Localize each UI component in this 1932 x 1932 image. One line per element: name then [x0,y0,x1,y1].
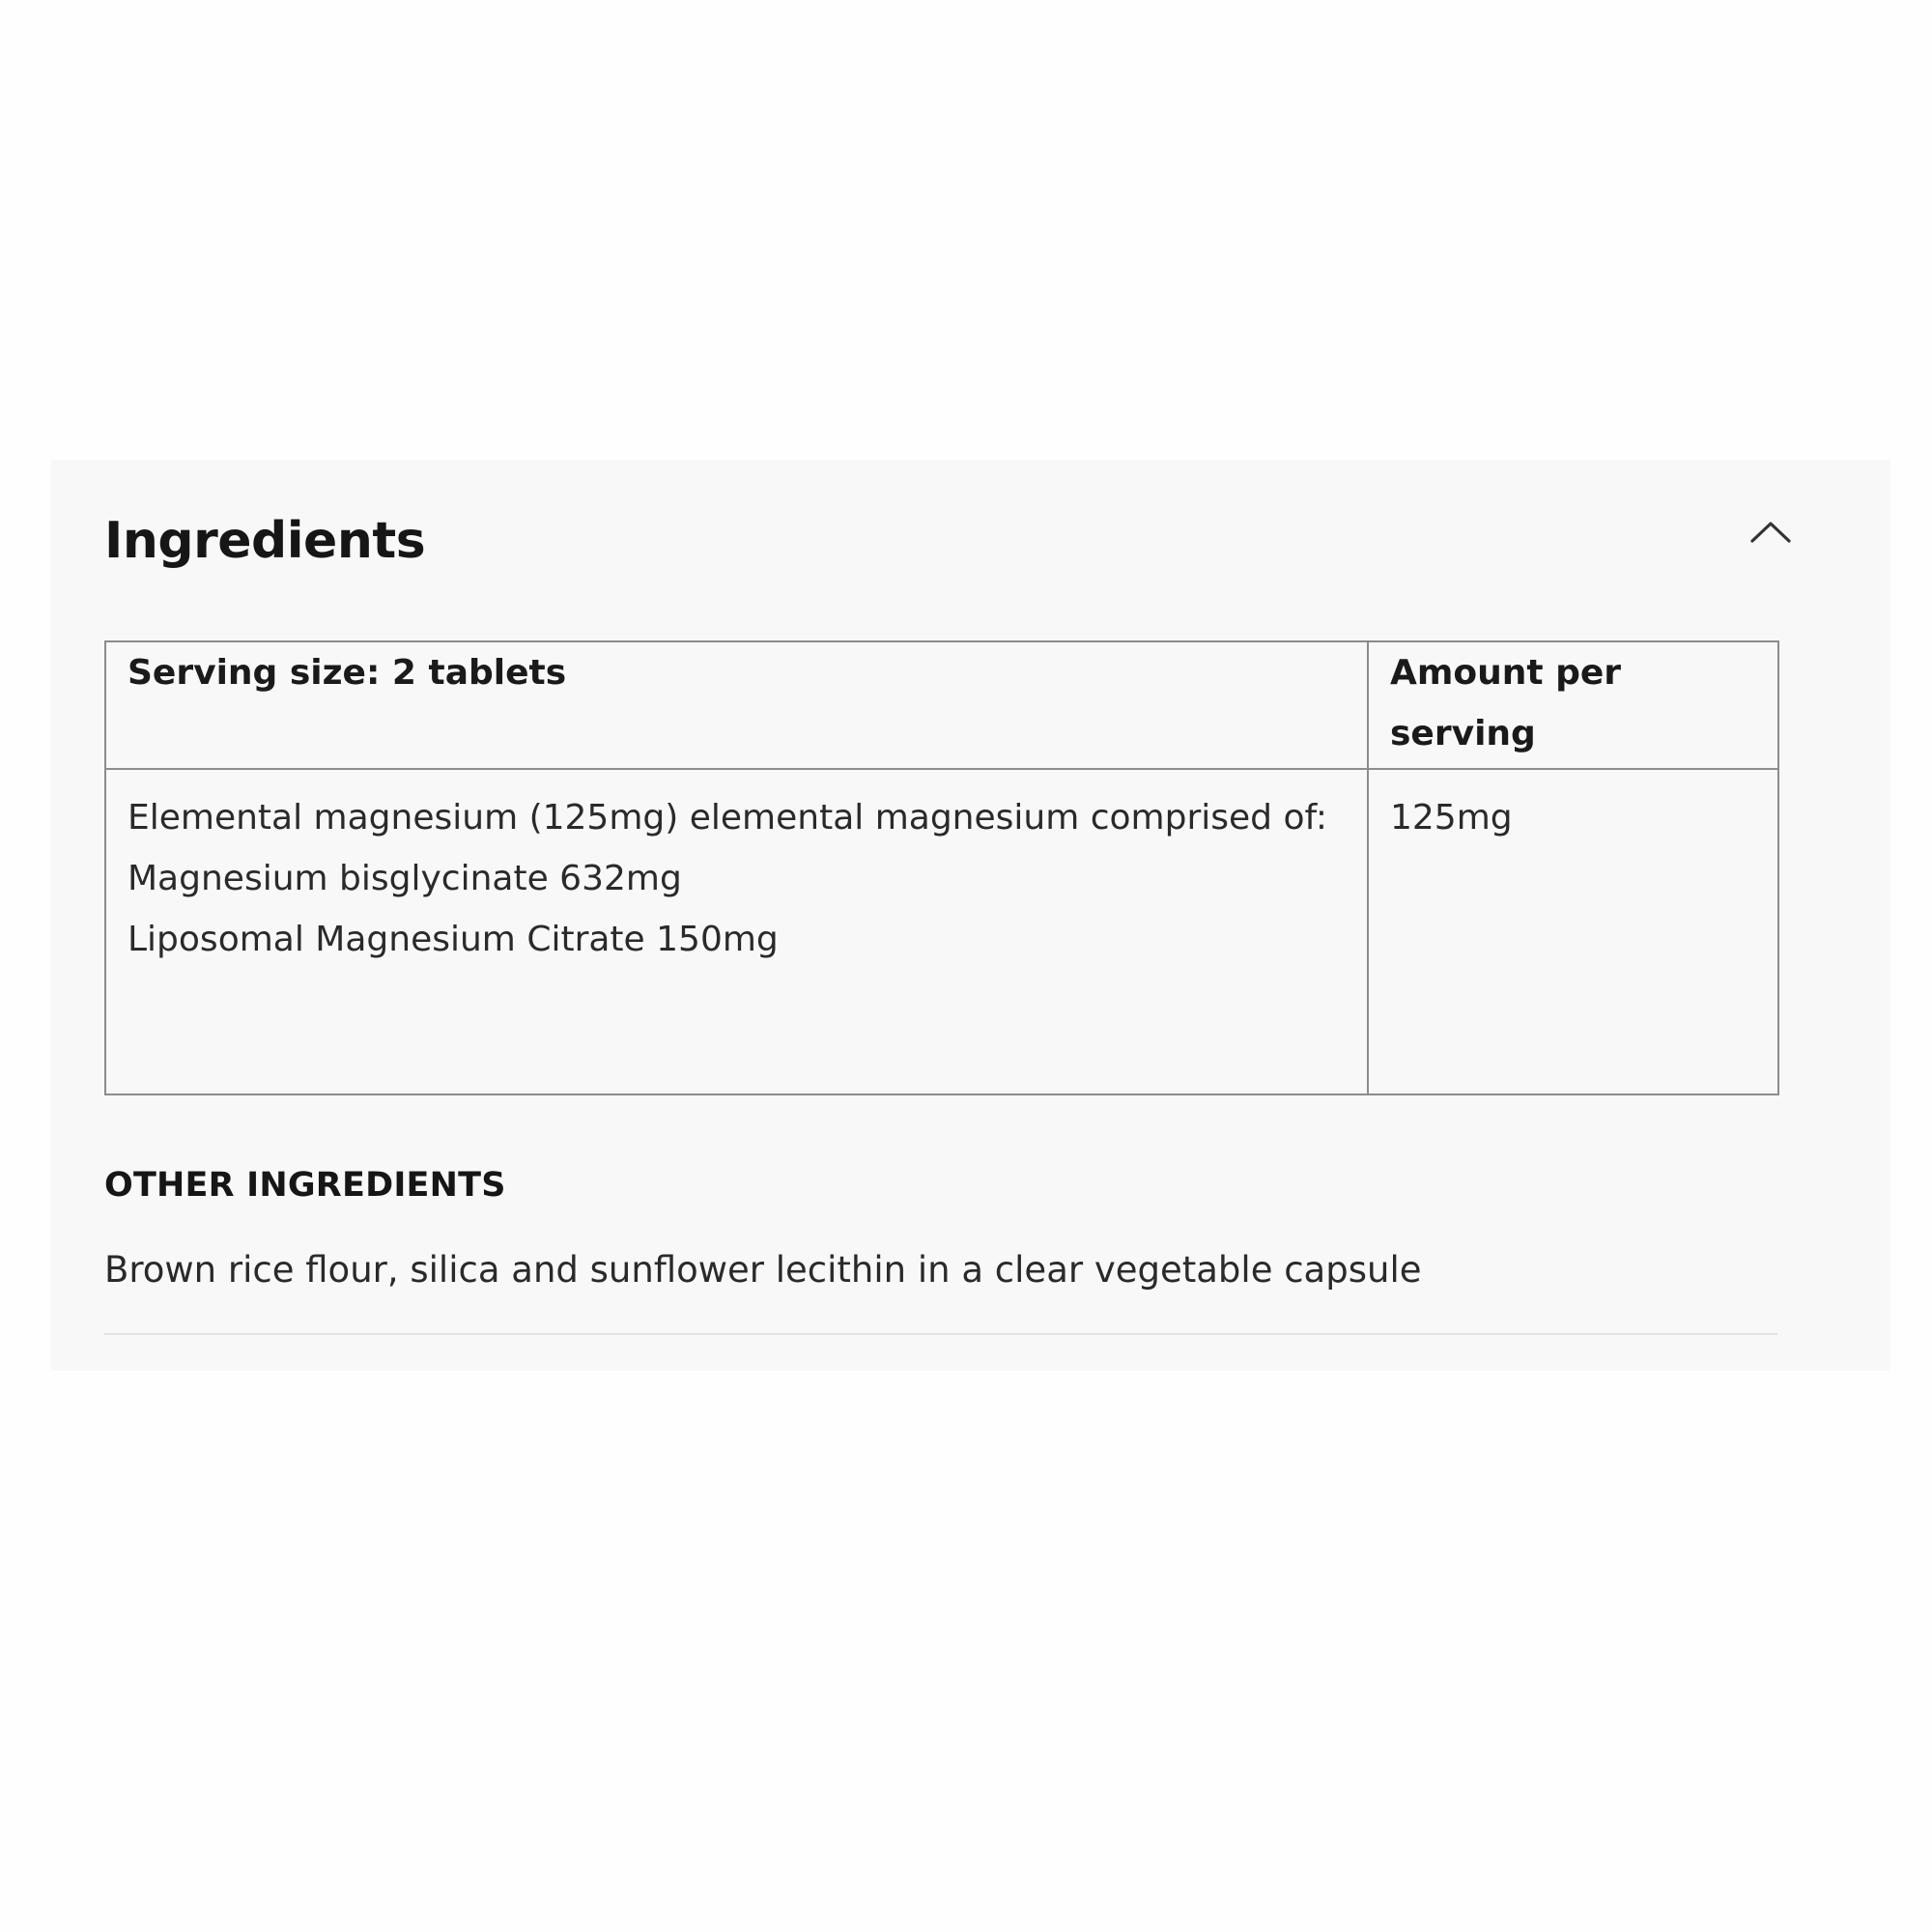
table-header-row [105,641,1778,769]
collapse-button[interactable] [1732,493,1809,570]
ingredient-line: Elemental magnesium (125mg) elemental magnesium comprised of: [128,798,1328,838]
serving-size-header: Serving size: 2 tablets [105,641,1368,769]
table-row [105,769,1778,1094]
amount-cell: 125mg [1368,769,1778,1094]
ingredients-panel [51,460,1890,1371]
other-ingredients-title: OTHER INGREDIENTS [104,1166,506,1205]
ingredient-cell [105,769,1368,1094]
supplement-facts-table [104,640,1779,1095]
amount-per-serving-header: Amount per serving [1368,641,1778,769]
panel-title: Ingredients [104,512,426,570]
ingredient-line: Magnesium bisglycinate 632mg [128,859,682,898]
chevron-up-icon [1749,519,1792,544]
ingredient-line: Liposomal Magnesium Citrate 150mg [128,920,779,959]
section-divider [104,1333,1777,1335]
other-ingredients-text: Brown rice flour, silica and sunflower lecithin in a clear vegetable capsule [104,1249,1422,1291]
